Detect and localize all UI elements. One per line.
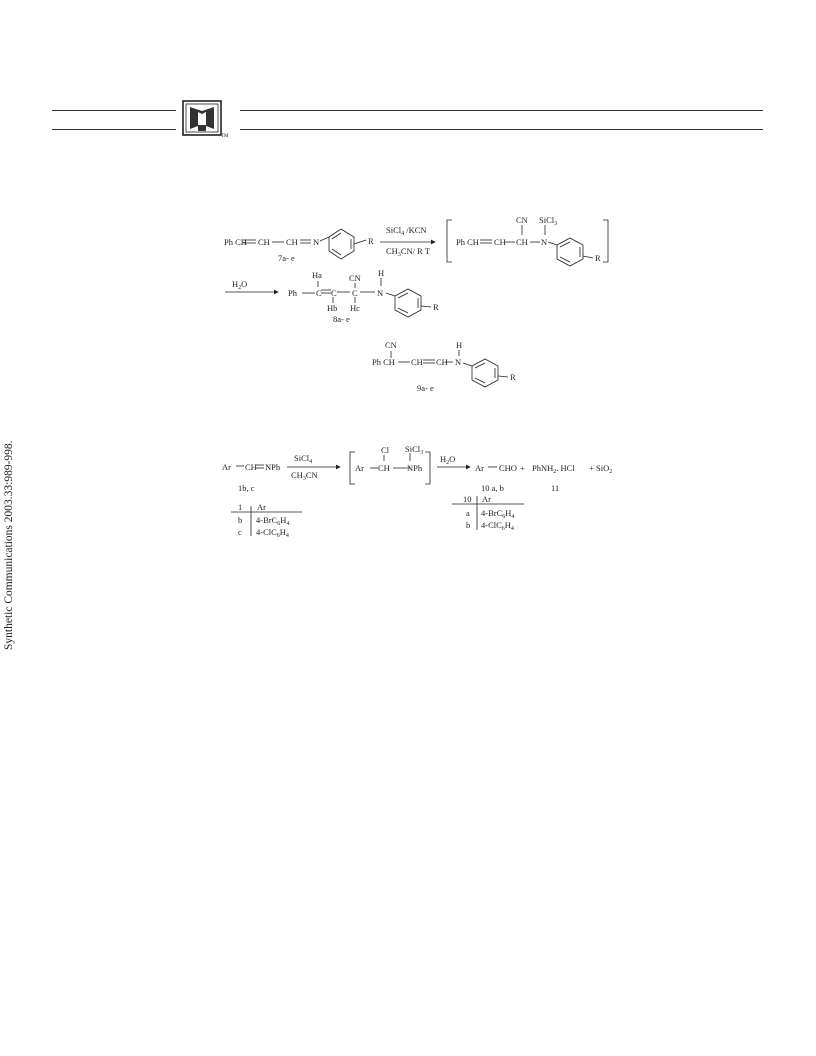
compound-10ab: 10 a, b: [481, 483, 504, 493]
product9-ph-ch: Ph CH: [372, 357, 395, 367]
product8-cn: CN: [349, 273, 361, 283]
product8-ph: Ph: [288, 288, 297, 298]
intermediate-ch-2: CH: [494, 237, 506, 247]
compound-7a-e: 7a- e: [278, 253, 295, 263]
table10-row-ar: $4-ClC_6H_4$: [481, 520, 514, 532]
compound-1b-c: 1b, c: [238, 483, 255, 493]
s2-int-ch: CH: [378, 463, 390, 473]
s2-prod-cho: CHO: [499, 463, 517, 473]
s2-int-sicl3: SiCl$_3$: [405, 444, 424, 456]
table10-header-ar: Ar: [482, 494, 491, 504]
start-ch-2: CH: [258, 237, 270, 247]
s2-int-ar: Ar: [355, 463, 364, 473]
reagent-sicl4-kcn: SiCl$_4$ /KCN: [386, 225, 427, 237]
trademark-label: TM: [221, 134, 229, 139]
s2-reagent-ch3cn: $CH_3CN$: [291, 470, 318, 482]
s2-int-cl: Cl: [381, 445, 390, 455]
table10-header-id: 10: [463, 494, 472, 504]
reagent-water-1: $H_2O$: [232, 279, 248, 291]
table1-header-id: 1: [238, 502, 243, 512]
s2-plus-1: +: [520, 463, 525, 473]
intermediate-r: R: [595, 253, 601, 263]
side-citation-text: Synthetic Communications 2003.33:989-998.: [3, 440, 15, 650]
product9-r: R: [510, 372, 516, 382]
table10-row-ar: $4-BrC_6H_4$: [481, 508, 515, 520]
s2-reagent-sicl4: SiCl$_4$: [294, 453, 313, 465]
s2-prod-ar: Ar: [475, 463, 484, 473]
start-ch-3: CH: [286, 237, 298, 247]
product8-h: H: [378, 268, 385, 278]
s2-start-nph: NPh: [265, 462, 281, 472]
intermediate-n: N: [541, 237, 548, 247]
s2-aniline-hcl: PhNH$_2$. HCl: [532, 463, 575, 475]
product8-c1: C: [316, 288, 322, 298]
s2-start-ar: Ar: [222, 462, 231, 472]
table1-row-id: c: [238, 527, 242, 537]
table1-row-ar: $4-BrC_6H_4$: [256, 515, 290, 527]
product9-ch-3: CH: [436, 357, 448, 367]
s2-int-nph: NPh: [407, 463, 423, 473]
product8-c2: C: [331, 288, 337, 298]
table1-row-id: b: [238, 515, 243, 525]
product9-h: H: [456, 340, 463, 350]
table1-header-ar: Ar: [257, 502, 266, 512]
s2-start-ch: CH: [245, 462, 257, 472]
table10-row-id: b: [466, 520, 471, 530]
intermediate-ph-ch: Ph CH: [456, 237, 479, 247]
start-ph-ch: Ph CH: [224, 237, 247, 247]
product9-n: N: [455, 357, 462, 367]
intermediate-sicl3: SiCl$_3$: [539, 215, 558, 227]
product8-r: R: [433, 302, 439, 312]
s2-reagent-water: $H_2O$: [440, 454, 456, 466]
s2-sio2: SiO$_2$: [596, 463, 613, 475]
start-n: N: [313, 237, 320, 247]
intermediate-cn: CN: [516, 215, 528, 225]
product8-ha: Ha: [312, 270, 322, 280]
product8-hc: Hc: [350, 303, 360, 313]
start-r: R: [368, 236, 374, 246]
product8-c3: C: [352, 288, 358, 298]
product9-cn: CN: [385, 340, 397, 350]
compound-8a-e: 8a- e: [333, 314, 350, 324]
compound-11: 11: [551, 483, 560, 493]
table1-row-ar: $4-ClC_6H_4$: [256, 527, 289, 539]
product9-ch-2: CH: [411, 357, 423, 367]
product8-hb: Hb: [327, 303, 338, 313]
table10-row-id: a: [466, 508, 470, 518]
intermediate-ch-3: CH: [516, 237, 528, 247]
compound-9a-e: 9a- e: [417, 383, 434, 393]
s2-plus-2: +: [589, 463, 594, 473]
product8-n: N: [377, 288, 384, 298]
reagent-ch3cn-rt: $CH_3CN/$ R T: [386, 246, 430, 258]
